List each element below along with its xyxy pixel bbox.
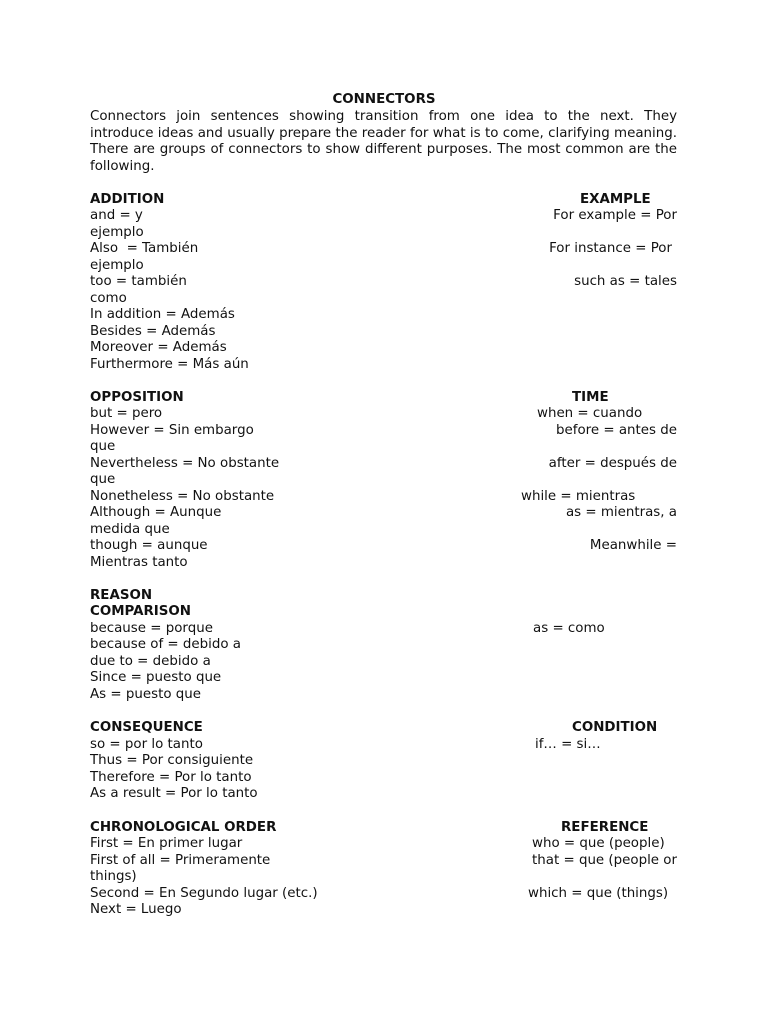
opposition-item: but = pero <box>90 406 163 421</box>
condition-item: if… = si… <box>535 737 601 752</box>
chronological-item: First of all = Primeramente <box>90 853 271 868</box>
condition-heading: CONDITION <box>572 720 658 735</box>
reference-heading: REFERENCE <box>561 820 649 835</box>
consequence-item: Thus = Por consiguiente <box>90 753 254 768</box>
opposition-item: Mientras tanto <box>90 555 188 570</box>
reason-item: As = puesto que <box>90 687 201 702</box>
addition-item: ejemplo <box>90 258 144 273</box>
addition-heading: ADDITION <box>90 192 165 207</box>
reference-item: who = que (people) <box>532 836 665 851</box>
chronological-item: First = En primer lugar <box>90 836 243 851</box>
addition-item: and = y <box>90 208 143 223</box>
time-item: after = después de <box>548 456 677 471</box>
addition-item: Furthermore = Más aún <box>90 357 249 372</box>
opposition-item: However = Sin embargo <box>90 423 254 438</box>
document-title: CONNECTORS <box>332 92 436 107</box>
opposition-item: Nonetheless = No obstante <box>90 489 275 504</box>
reason-item: because of = debido a <box>90 637 242 652</box>
opposition-item: though = aunque <box>90 538 208 553</box>
reason-item: Since = puesto que <box>90 670 222 685</box>
intro-paragraph: Connectors join sentences showing transition from one idea to the next. They introduce ideas and usually prepare the reader for what is to come, clarifying meaning. There are groups of connectors to show different purposes. The most common are the following. <box>90 109 677 174</box>
time-item: before = antes de <box>556 423 677 438</box>
example-item: For example = Por <box>553 208 677 223</box>
opposition-item: que <box>90 439 116 454</box>
addition-item: Besides = Además <box>90 324 216 339</box>
time-heading: TIME <box>572 390 609 405</box>
reference-item: that = que (people or <box>532 853 677 868</box>
addition-item: Also = También <box>90 241 199 256</box>
chronological-item: Second = En Segundo lugar (etc.) <box>90 886 318 901</box>
addition-item: Moreover = Además <box>90 340 227 355</box>
opposition-item: Nevertheless = No obstante <box>90 456 280 471</box>
addition-item: In addition = Además <box>90 307 235 322</box>
reason-heading: REASON <box>90 588 153 603</box>
consequence-item: so = por lo tanto <box>90 737 203 752</box>
example-item: For instance = Por <box>549 241 672 256</box>
chronological-item: Next = Luego <box>90 902 182 917</box>
opposition-heading: OPPOSITION <box>90 390 184 405</box>
time-item: as = mientras, a <box>565 505 677 520</box>
reason-item: due to = debido a <box>90 654 211 669</box>
addition-item: too = también <box>90 274 187 289</box>
reference-item: which = que (things) <box>528 886 669 901</box>
consequence-item: Therefore = Por lo tanto <box>90 770 252 785</box>
addition-item: como <box>90 291 127 306</box>
addition-item: ejemplo <box>90 225 144 240</box>
time-item: when = cuando <box>537 406 643 421</box>
time-item: Meanwhile = <box>589 538 677 553</box>
comparison-item: as = como <box>533 621 605 636</box>
comparison-heading: COMPARISON <box>90 604 192 619</box>
chronological-item: things) <box>90 869 137 884</box>
example-item: such as = tales <box>574 274 677 289</box>
example-heading: EXAMPLE <box>580 192 651 207</box>
reason-item: because = porque <box>90 621 213 636</box>
consequence-heading: CONSEQUENCE <box>90 720 203 735</box>
chronological-heading: CHRONOLOGICAL ORDER <box>90 820 277 835</box>
opposition-item: Although = Aunque <box>90 505 222 520</box>
opposition-item: que <box>90 472 116 487</box>
opposition-item: medida que <box>90 522 170 537</box>
time-item: while = mientras <box>521 489 636 504</box>
consequence-item: As a result = Por lo tanto <box>90 786 258 801</box>
